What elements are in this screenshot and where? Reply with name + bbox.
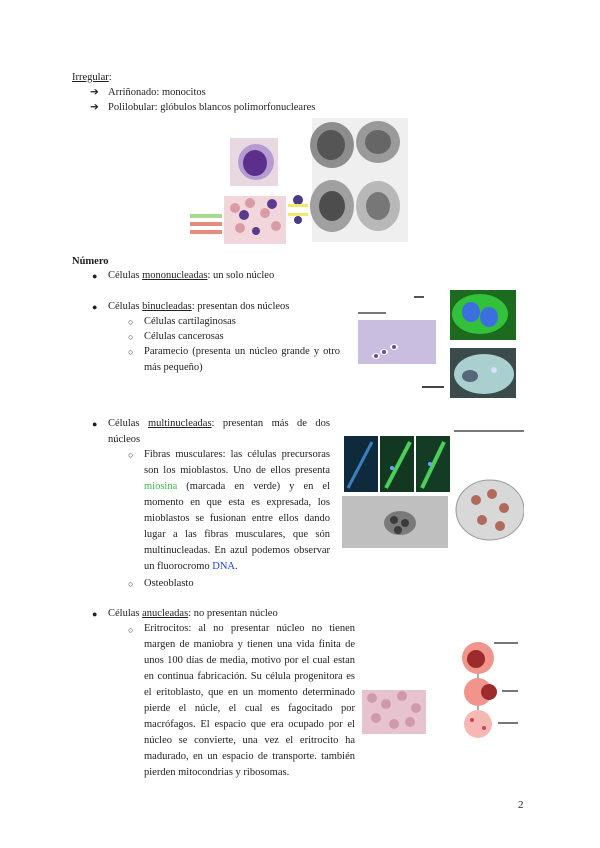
circle-bullet-icon: ○ — [128, 579, 134, 589]
numero-heading: Número — [72, 256, 109, 267]
bullet-icon: ● — [92, 271, 98, 281]
bullet-icon: ● — [92, 609, 98, 619]
erythrocyte-figure — [362, 636, 522, 742]
arrow-icon: ➔ — [90, 87, 99, 98]
arrow-icon: ➔ — [90, 102, 99, 113]
circle-bullet-icon: ○ — [128, 332, 134, 342]
irregular-item-1: Arriñonado: monocitos — [108, 87, 206, 98]
multinucleated-figure — [342, 428, 524, 554]
osteoblasto-item: Osteoblasto — [144, 578, 194, 589]
leukocyte-figure — [190, 118, 408, 246]
irregular-heading: Irregular: — [72, 72, 112, 83]
circle-bullet-icon: ○ — [128, 625, 134, 635]
bi-subitem-1: Células cartilaginosas — [144, 316, 236, 327]
bi-item: Células binucleadas: presentan dos núcleos — [108, 301, 290, 312]
eritrocitos-text: Eritrocitos: al no presentar núcleo no tienen margen de maniobra y tienen una vida finita de unos 100 días de media, motivo por el cual estan en continua fabricación. Su célula progenitora es el eritoblasto, que en un momento determinado pierde el núcle, el cual es fagocitado por macrófagos. El espacio que era ocupado por el núcleo se convierte, una vez el eritrocito ha madurado, en un espacio de transporte. también pierden mitocondrias y ribosomas. — [144, 623, 355, 778]
bullet-icon: ● — [92, 419, 98, 429]
page-number: 2 — [518, 799, 524, 811]
binucleated-figure — [354, 290, 520, 402]
anu-item: Células anucleadas: no presentan núcleo — [108, 608, 278, 619]
circle-bullet-icon: ○ — [128, 347, 134, 357]
mono-item: Células mononucleadas: un solo núcleo — [108, 270, 275, 281]
bullet-icon: ● — [92, 302, 98, 312]
bi-subitem-3: Paramecio (presenta un núcleo grande y otro más pequeño) — [144, 346, 340, 373]
irregular-item-2: Polilobular: glóbulos blancos polimorfonucleares — [108, 102, 316, 113]
circle-bullet-icon: ○ — [128, 450, 134, 460]
circle-bullet-icon: ○ — [128, 317, 134, 327]
bi-subitem-2: Células cancerosas — [144, 331, 224, 342]
multi-item: Células multinucleadas: presentan más de dos núcleos — [108, 418, 330, 445]
fibras-musculares-text: Fibras musculares: las células precursoras son los mioblastos. Uno de ellos presenta miosina (marcada en verde) y en el momento en que esta es expresada, los mioblastos se fusionan entre ellos dando lugar a las fibras musculares, que són multinucleadas. En azul podemos observar un fluorocromo DNA. — [144, 449, 330, 572]
